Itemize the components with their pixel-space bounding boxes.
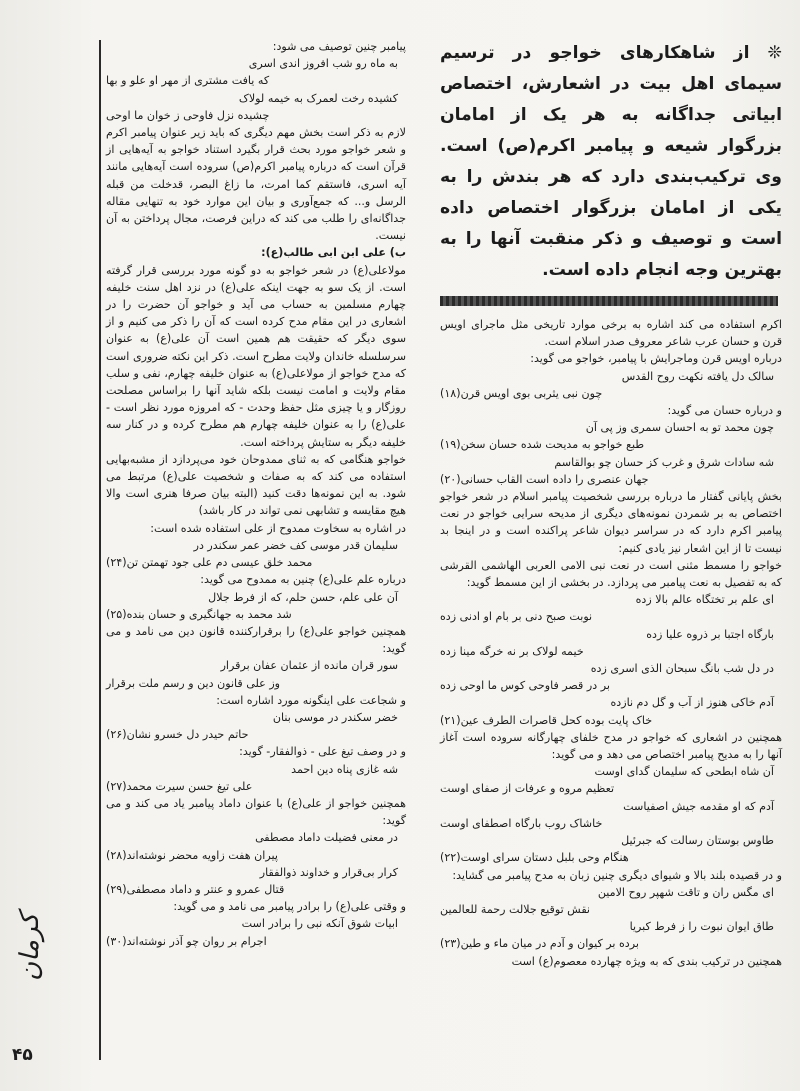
verse-line: سلیمان قدر موسی کف خضر عمر سکندر در (193, 538, 398, 552)
left-column-body (106, 38, 406, 950)
left-column (106, 38, 406, 950)
verse-line: علی تیغ حسن سیرت محمد(۲۷) (106, 779, 253, 793)
paragraph: و در وصف تیغ علی - ذوالفقار- گوید: (239, 745, 406, 759)
verse-line: آدم خاکی هنوز از آب و گل دم نازده (610, 696, 774, 710)
verse-line: شه غازی پناه دین احمد (291, 762, 398, 776)
paragraph: اکرم استفاده می کند اشاره به برخی موارد تاریخی مثل ماجرای اویس قرن و حسان عرب شاعر معروف صدر اسلام است. (440, 318, 782, 349)
verse-line: طبع خواجو به مدیحت شده حسان سخن(۱۹) (440, 438, 645, 452)
verse-line: حاتم حیدر دل خسرو نشان(۲۶) (106, 728, 249, 742)
paragraph: در اشاره به سخاوت ممدوح از علی استفاده شده است: (150, 521, 406, 535)
verse-line: چشیده نزل فاوحی ز خوان ما اوحی (106, 108, 270, 122)
verse-line: محمد خلق عیسی دم علی جود تهمتن تن(۲۴) (106, 556, 313, 570)
paragraph: همچنین خواجو علی(ع) را برقرارکننده قانون دین می نامد و می گوید: (106, 624, 406, 656)
kerman-logo (8, 887, 68, 1011)
verse-line: در معنی فضیلت داماد مصطفی (255, 831, 398, 845)
verse-line: طاوس بوستان رسالت که جبرئیل (621, 834, 774, 848)
verse-line: قتال عمرو و عنتر و داماد مصطفی(۲۹) (106, 882, 285, 896)
verse-line: بارگاه اجتبا بر ذروه علیا زده (646, 627, 774, 641)
verse-line: نوبت صبح دنی بر بام او ادنی زده (440, 610, 593, 624)
verse-line: هنگام وحی بلبل دستان سرای اوست(۲۲) (440, 851, 629, 865)
verse-line: تعظیم مروه و عرفات از صفای اوست (440, 782, 615, 796)
verse-line: آن شاه ابطحی که سلیمان گدای اوست (594, 765, 774, 779)
verse-line: جهان عنصری را داده است القاب حسانی(۲۰) (440, 472, 649, 486)
verse-line: چون نبی یثربی بوی اویس قرن(۱۸) (440, 386, 603, 400)
paragraph: و در قصیده بلند بالا و شیوای دیگری چنین زبان به مدح پیامبر می گشاید: (452, 868, 782, 882)
paragraph: درباره علم علی(ع) چنین به ممدوح می گوید: (200, 573, 406, 587)
paragraph: خواجو را مسمط مثنی است در نعت نبی الامی العربی الهاشمی القرشی که به تفصیل به نعت پیامبر می پردازد. در بخشی از این مسمط گوید: (440, 558, 782, 590)
verse-line: خضر سکندر در موسی بنان (272, 710, 398, 724)
section-heading: ب) علی ابن ابی طالب(ع): (261, 246, 406, 260)
verse-line: بر در قصر فاوحی کوس ما اوحی زده (440, 679, 610, 693)
logo-lettering: کرمان (15, 913, 45, 981)
right-column-body (440, 316, 782, 970)
paragraph: و شجاعت علی اینگونه مورد اشاره است: (216, 693, 406, 707)
verse-line: ابیات شوق آنکه نبی را برادر است (241, 917, 398, 931)
paragraph: و وقتی علی(ع) را برادر پیامبر می نامد و می گوید: (173, 900, 406, 914)
paragraph: مولاعلی(ع) در شعر خواجو به دو گونه مورد بررسی قرار گرفته است. از یک سو به جهت اینکه علی(ع) در نزد اهل سنت خلیفه چهارم مسلمین به حساب می آید و خواجو آن حضرت را در اشعاری در این مقام مدح کرده است که آن را ذکر می کنیم و از سوی دیگر که حقیقت هم همین است آن علی(ع) به عنوان سرسلسله خاندان ولایت مطرح است. ذکر این نکته ضروری است که مدح خواجو از مولاعلی(ع) به عنوان خلیفه چهارم، نفی و سلب مقام ولایت و امامت نیست بلکه شاید آنها را براساس مصلحت روزگار و یا چیزی مثل حفظ وحدت - که امروزه مورد نظر است - علی(ع) را به عنوان خلیفه چهارم هم مطرح کرده و در کنار سه خلیفه دیگر به ستایش پرداخته است. (106, 263, 406, 449)
paragraph: همچنین خواجو از علی(ع) با عنوان داماد پیامبر یاد می کند و می گوید: (106, 796, 406, 828)
paragraph: پیامبر چنین توصیف می شود: (272, 40, 406, 53)
verse-line: خاشاک روب بارگاه اصطفای اوست (440, 816, 603, 830)
right-column (440, 38, 782, 970)
verse-line: نقش توقیع جلالت رحمة للعالمین (440, 902, 591, 916)
verse-line: طاق ایوان نبوت را ز فرط کبریا (629, 920, 774, 934)
verse-line: خیمه لولاک بر نه خرگه مینا زده (440, 644, 584, 658)
paragraph: همچنین در اشعاری که خواجو در مدح خلفای چهارگانه سروده است آغاز آنها را به مدیح پیامبر اختصاص می دهد و می گوید: (440, 730, 782, 762)
verse-line: کرار بی‌قرار و خداوند ذوالفقار (259, 865, 398, 879)
verse-line: کشیده رخت لعمرک به خیمه لولاک (238, 91, 398, 105)
verse-line: سالک دل یافته نکهت روح القدس (621, 369, 774, 383)
paragraph: و درباره حسان می گوید: (667, 404, 782, 418)
verse-line: شه سادات شرق و غرب کز حسان چو بوالقاسم (554, 455, 774, 469)
column-divider (99, 40, 101, 1060)
paragraph: بخش پایانی گفتار ما درباره بررسی شخصیت پیامبر اسلام در شعر خواجو اختصاص به بر شمردن نمونه‌های دیگری از مدیحه سرایی خواجو در نعت پیامبر اکرم دارد که در سراسر دیوان شاعر پراکنده است و در اینجا بد نیست تا از این اشعار نیز یادی کنیم: (440, 490, 782, 555)
verse-line: ای مگس ران و تاقت شهپر روح الامین (597, 885, 774, 899)
verse-line: سور قران مانده از عثمان عفان برقرار (220, 659, 398, 673)
verse-line: چون محمد تو به احسان سمری وز پی آن (585, 421, 774, 435)
verse-line: اجرام بر روان چو آذر نوشته‌اند(۳۰) (106, 934, 267, 948)
verse-line: ای علم بر تختگاه عالم بالا زده (635, 593, 774, 607)
headline-separator-bar (440, 296, 778, 306)
paragraph: درباره اویس قرن وماجرایش با پیامبر، خواجو می گوید: (530, 352, 782, 366)
verse-line: که یافت مشتری از مهر او علو و بها (106, 74, 270, 88)
verse-line: به ماه رو شب افروز اندی اسری (248, 57, 398, 71)
paragraph: همچنین در ترکیب بندی که به ویژه چهارده معصوم(ع) است (511, 954, 782, 968)
verse-line: آدم که او مقدمه جیش اصفیاست (623, 799, 774, 813)
paragraph: لازم به ذکر است بخش مهم دیگری که باید زیر عنوان پیامبر اکرم و شعر خواجو مورد بحث قرار بگیرد استناد خواجو به آیه‌هایی از قرآن است که درباره پیامبر اکرم(ص) سروده است آیه‌هایی مانند آیه اسری، فاستقم کما امرت، ما زاغ البصر، قدخلت من قبله الرسل و... که جمع‌آوری و بیان این موارد خود به تنهایی مقاله جداگانه‌ای را طلب می کند که دراین فرصت، مجال پرداختن به آن نیست. (106, 126, 406, 243)
verse-line: وز علی قانون دین و رسم ملت برقرار (106, 676, 281, 690)
verse-line: آن علی علم، حسن حلم، که از فرط جلال (208, 590, 398, 604)
pull-quote-headline: ❊ از شاهکارهای خواجو در ترسیم سیمای اهل بیت در اشعارش، اختصاص ابیاتی جداگانه به هر یک از امامان بزرگوار شیعه و پیامبر اکرم(ص) است. وی ترکیب‌بندی دارد که هر بندش را به یکی از امامان بزرگوار اختصاص داده است و توصیف و ذکر منقبت آنها را به بهترین وجه انجام داده است. (440, 43, 782, 280)
paragraph: خواجو هنگامی که به ثنای ممدوحان خود می‌پردازد از مشبه‌بهایی استفاده می کند که به صفات و شخصیت علی(ع) مرتبط می شود. به این نمونه‌ها دقت کنید (البته بیان صرفا هنری است والا هیچ مقایسه و تشابهی نمی تواند در کار باشد) (106, 452, 406, 518)
verse-line: شد محمد به جهانگیری و حسان بنده(۲۵) (106, 607, 292, 621)
verse-line: در دل شب بانگ سبحان الذی اسری زده (590, 662, 774, 676)
page-number: ۴۵ (12, 1045, 33, 1065)
verse-line: برده بر کیوان و آدم در میان ماء و طین(۲۳) (440, 937, 639, 951)
kerman-logo-mark (8, 887, 68, 1007)
verse-line: پیران هفت زاویه محضر نوشته‌اند(۲۸) (106, 848, 278, 862)
verse-line: خاک پایت بوده کحل قاصرات الطرف عین(۲۱) (440, 713, 653, 727)
